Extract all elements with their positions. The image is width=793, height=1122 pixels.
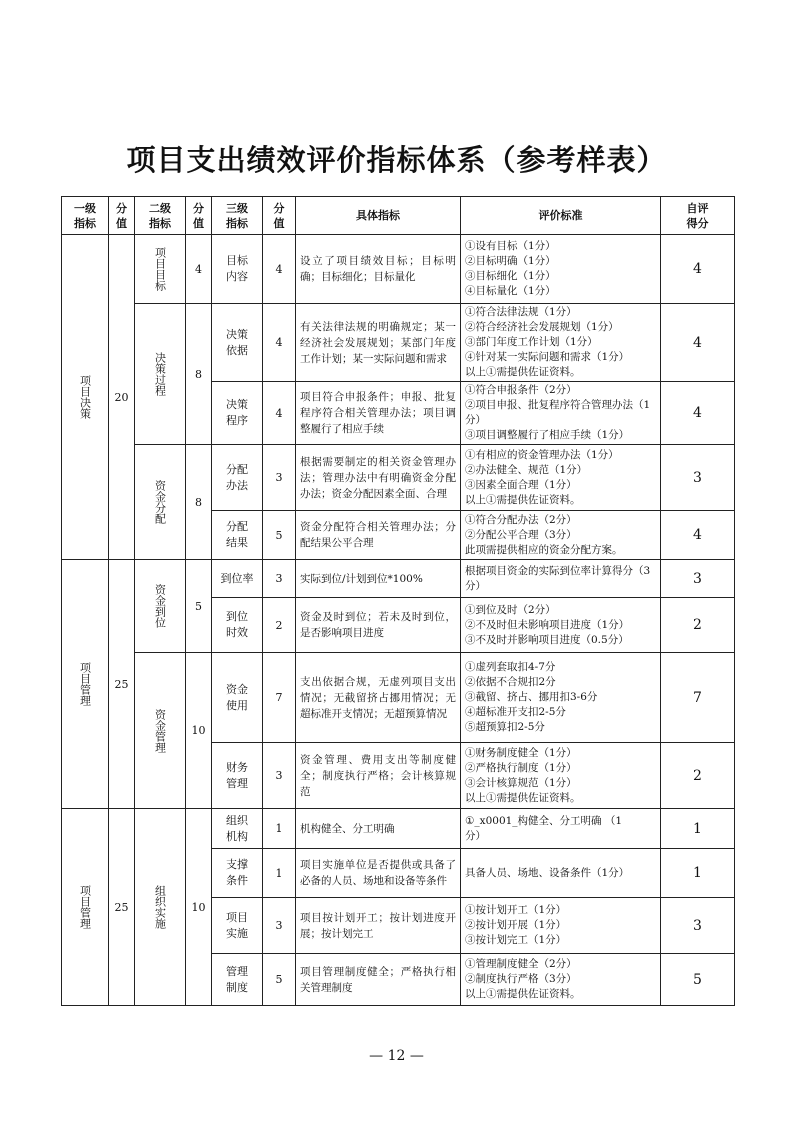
indicator-text: 资金管理、费用支出等制度健全；制度执行严格；会计核算规范 xyxy=(296,743,461,809)
level2-cell xyxy=(135,445,186,560)
level3-label: 分配 办法 xyxy=(212,445,263,511)
header-criteria: 评价标准 xyxy=(461,197,661,235)
criteria-text: ①管理制度健全（2分） ②制度执行严格（3分） 以上①需提供佐证资料。 xyxy=(461,954,661,1006)
criteria-text: ①有相应的资金管理办法（1分） ②办法健全、规范（1分） ③因素全面合理（1分） 以上①需提供佐证资料。 xyxy=(461,445,661,511)
level1-label: 项目管理 xyxy=(78,885,92,929)
level3-score: 4 xyxy=(263,304,296,382)
level3-score: 5 xyxy=(263,511,296,560)
criteria-text: ①符合法律法规（1分） ②符合经济社会发展规划（1分） ③部门年度工作计划（1分） ④针对某一实际问题和需求（1分） 以上①需提供佐证资料。 xyxy=(461,304,661,382)
level1-label: 项目管理 xyxy=(78,662,92,706)
level3-score: 1 xyxy=(263,849,296,898)
indicator-text: 机构健全、分工明确 xyxy=(296,809,461,849)
header-score3: 分 值 xyxy=(263,197,296,235)
page-title: 项目支出绩效评价指标体系（参考样表） xyxy=(126,143,667,177)
criteria-text: ①按计划开工（1分） ②按计划开展（1分） ③按计划完工（1分） xyxy=(461,898,661,954)
table-row xyxy=(62,445,735,511)
indicator-text: 项目按计划开工；按计划进度开展；按计划完工 xyxy=(296,898,461,954)
level2-cell xyxy=(135,653,186,809)
level3-label: 财务 管理 xyxy=(212,743,263,809)
table-row xyxy=(62,653,735,743)
self-score: 5 xyxy=(661,954,735,1006)
self-score: 3 xyxy=(661,445,735,511)
table-row xyxy=(62,235,735,304)
level1-score: 25 xyxy=(109,809,135,1006)
level3-score: 7 xyxy=(263,653,296,743)
table-row xyxy=(62,304,735,382)
indicator-text: 设立了项目绩效目标；目标明确；目标细化；目标量化 xyxy=(296,235,461,304)
criteria-text: ①到位及时（2分） ②不及时但未影响项目进度（1分） ③不及时并影响项目进度（0.5分） xyxy=(461,598,661,653)
level2-score: 10 xyxy=(186,653,212,809)
level3-label: 决策 程序 xyxy=(212,382,263,445)
level3-label: 决策 依据 xyxy=(212,304,263,382)
level3-score: 1 xyxy=(263,809,296,849)
level2-label: 组织实施 xyxy=(153,885,167,929)
header-self-score: 自评 得分 xyxy=(661,197,735,235)
criteria-text: ①_x0001_构健全、分工明确 （1 分） xyxy=(461,809,661,849)
header-level3: 三级 指标 xyxy=(212,197,263,235)
criteria-text: ①财务制度健全（1分） ②严格执行制度（1分） ③会计核算规范（1分） 以上①需提供佐证资料。 xyxy=(461,743,661,809)
table-row xyxy=(62,809,735,849)
indicator-text: 项目管理制度健全；严格执行相关管理制度 xyxy=(296,954,461,1006)
level2-score: 10 xyxy=(186,809,212,1006)
level3-score: 3 xyxy=(263,560,296,598)
level2-label: 资金管理 xyxy=(153,708,167,753)
indicator-text: 实际到位/计划到位*100% xyxy=(296,560,461,598)
level3-label: 项目 实施 xyxy=(212,898,263,954)
header-row xyxy=(62,197,735,235)
level3-label: 到位率 xyxy=(212,560,263,598)
level2-label: 项目目标 xyxy=(153,247,167,291)
level2-cell xyxy=(135,809,186,1006)
indicator-text: 项目实施单位是否提供或具备了必备的人员、场地和设备等条件 xyxy=(296,849,461,898)
criteria-text: ①符合分配办法（2分） ②分配公平合理（3分） 此项需提供相应的资金分配方案。 xyxy=(461,511,661,560)
page-number: — 12 — xyxy=(369,1048,424,1064)
level1-score: 20 xyxy=(109,235,135,560)
level2-score: 8 xyxy=(186,445,212,560)
level2-score: 8 xyxy=(186,304,212,445)
level3-label: 支撑 条件 xyxy=(212,849,263,898)
level2-label: 决策过程 xyxy=(153,352,167,396)
self-score: 2 xyxy=(661,743,735,809)
level3-score: 3 xyxy=(263,743,296,809)
level3-score: 2 xyxy=(263,598,296,653)
level2-score: 5 xyxy=(186,560,212,653)
criteria-text: ①虚列套取扣4-7分 ②依据不合规扣2分 ③截留、挤占、挪用扣3-6分 ④超标准开支扣2-5分 ⑤超预算扣2-5分 xyxy=(461,653,661,743)
level3-label: 分配 结果 xyxy=(212,511,263,560)
header-level2: 二级 指标 xyxy=(135,197,186,235)
indicator-text: 资金及时到位；若未及时到位，是否影响项目进度 xyxy=(296,598,461,653)
level3-score: 5 xyxy=(263,954,296,1006)
criteria-text: ①符合申报条件（2分） ②项目申报、批复程序符合管理办法（1分） ③项目调整履行了相应手续（1分） xyxy=(461,382,661,445)
level2-cell xyxy=(135,560,186,653)
level3-label: 到位 时效 xyxy=(212,598,263,653)
indicator-text: 支出依据合规，无虚列项目支出情况；无截留挤占挪用情况；无超标准开支情况；无超预算情况 xyxy=(296,653,461,743)
indicator-text: 项目符合申报条件；申报、批复程序符合相关管理办法；项目调整履行了相应手续 xyxy=(296,382,461,445)
self-score: 3 xyxy=(661,898,735,954)
indicator-text: 根据需要制定的相关资金管理办法；管理办法中有明确资金分配办法；资金分配因素全面、合理 xyxy=(296,445,461,511)
level3-score: 3 xyxy=(263,445,296,511)
header-level1: 一级 指标 xyxy=(62,197,109,235)
level1-label: 项目决策 xyxy=(78,375,92,419)
level2-label: 资金分配 xyxy=(153,480,167,524)
level1-cell xyxy=(62,235,109,560)
self-score: 4 xyxy=(661,304,735,382)
self-score: 4 xyxy=(661,511,735,560)
self-score: 4 xyxy=(661,382,735,445)
header-score1: 分 值 xyxy=(109,197,135,235)
self-score: 3 xyxy=(661,560,735,598)
header-indicator: 具体指标 xyxy=(296,197,461,235)
header-score2: 分 值 xyxy=(186,197,212,235)
self-score: 7 xyxy=(661,653,735,743)
level2-label: 资金到位 xyxy=(153,584,167,628)
level3-label: 组织 机构 xyxy=(212,809,263,849)
level3-label: 目标 内容 xyxy=(212,235,263,304)
level2-score: 4 xyxy=(186,235,212,304)
level3-score: 4 xyxy=(263,235,296,304)
level2-cell xyxy=(135,304,186,445)
table-row xyxy=(62,560,735,598)
self-score: 4 xyxy=(661,235,735,304)
level2-cell xyxy=(135,235,186,304)
self-score: 2 xyxy=(661,598,735,653)
level1-cell xyxy=(62,809,109,1006)
indicator-text: 有关法律法规的明确规定；某一经济社会发展规划；某部门年度工作计划；某一实际问题和需求 xyxy=(296,304,461,382)
level3-label: 资金 使用 xyxy=(212,653,263,743)
level3-score: 4 xyxy=(263,382,296,445)
criteria-text: 具备人员、场地、设备条件（1分） xyxy=(461,849,661,898)
indicator-table xyxy=(61,196,735,1006)
self-score: 1 xyxy=(661,809,735,849)
level1-cell xyxy=(62,560,109,809)
level1-score: 25 xyxy=(109,560,135,809)
level3-score: 3 xyxy=(263,898,296,954)
self-score: 1 xyxy=(661,849,735,898)
indicator-text: 资金分配符合相关管理办法；分配结果公平合理 xyxy=(296,511,461,560)
level3-label: 管理 制度 xyxy=(212,954,263,1006)
criteria-text: 根据项目资金的实际到位率计算得分（3分） xyxy=(461,560,661,598)
criteria-text: ①设有目标（1分） ②目标明确（1分） ③目标细化（1分） ④目标量化（1分） xyxy=(461,235,661,304)
